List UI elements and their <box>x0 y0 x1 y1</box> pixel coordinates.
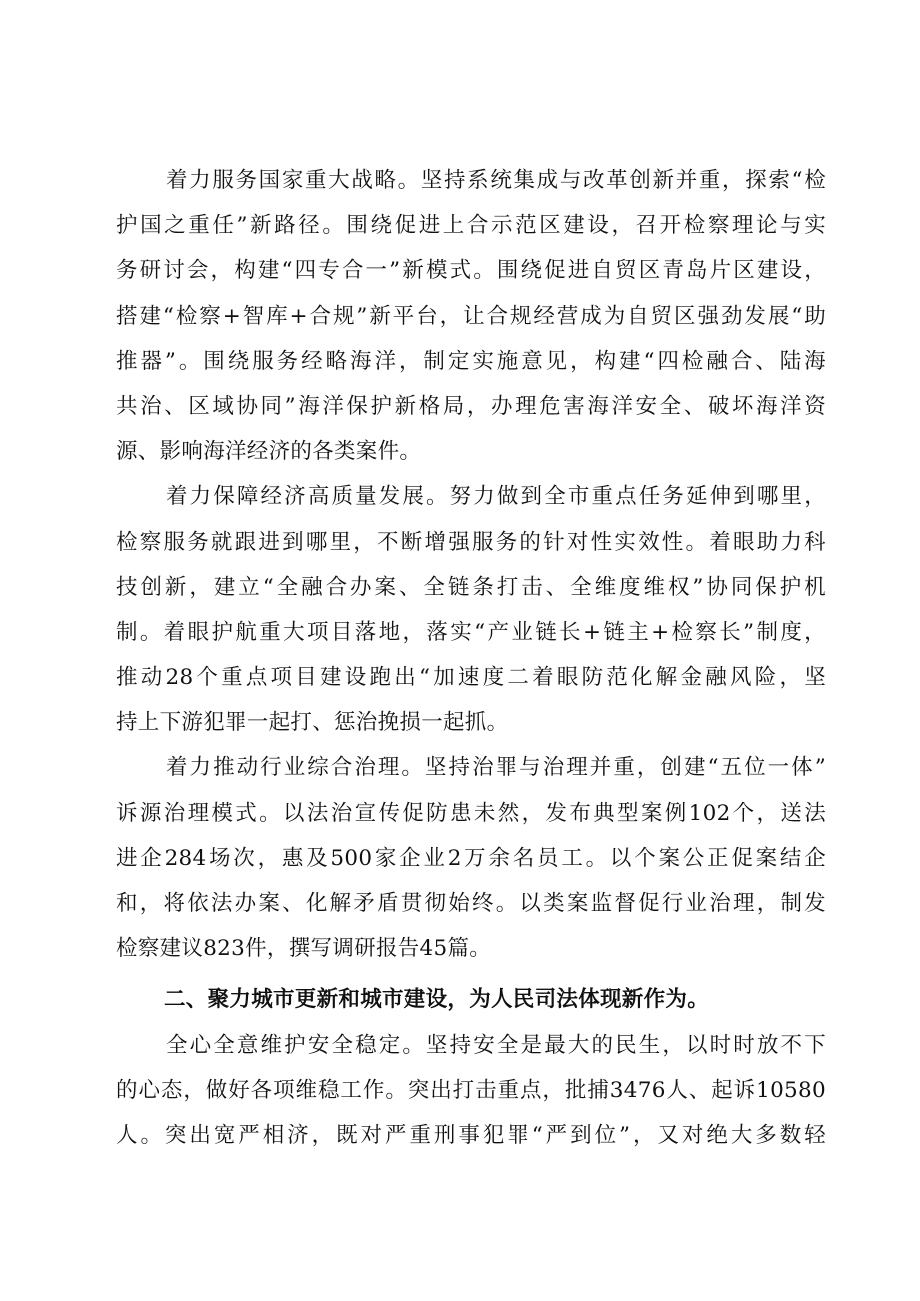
paragraph-2-line-4: 制。着眼护航重大项目落地，落实“产业链长+链主+检察长”制度， <box>116 619 826 645</box>
paragraph-4-line-3: 人。突出宽严相济，既对严重刑事犯罪“严到位”，又对绝大多数轻 <box>116 1122 826 1148</box>
paragraph-1-line-2: 护国之重任”新路径。围绕促进上合示范区建设，召开检察理论与实 <box>116 213 826 239</box>
paragraph-1-line-4: 搭建“检察+智库+合规”新平台，让合规经营成为自贸区强劲发展“助 <box>116 303 826 329</box>
paragraph-1-line-3: 务研讨会，构建“四专合一”新模式。围绕促进自贸区青岛片区建设， <box>116 258 826 284</box>
section-heading: 二、聚力城市更新和城市建设，为人民司法体现新作为。 <box>164 987 710 1013</box>
paragraph-2-line-6: 持上下游犯罪一起打、惩治挽损一起抓。 <box>116 710 509 736</box>
paragraph-2-line-2: 检察服务就跟进到哪里，不断增强服务的针对性实效性。着眼助力科 <box>116 529 826 555</box>
document-page <box>116 158 826 1158</box>
paragraph-2-line-3: 技创新，建立“全融合办案、全链条打击、全维度维权”协同保护机 <box>116 574 826 600</box>
paragraph-3-line-2: 诉源治理模式。以法治宣传促防患未然，发布典型案例102个，送法 <box>116 800 826 826</box>
paragraph-1-line-7: 源、影响海洋经济的各类案件。 <box>116 439 422 465</box>
paragraph-3-line-1: 着力推动行业综合治理。坚持治罪与治理并重，创建“五位一体” <box>166 755 826 781</box>
paragraph-3-line-4: 和，将依法办案、化解矛盾贯彻始终。以类案监督促行业治理，制发 <box>116 891 826 916</box>
paragraph-4-line-2: 的心态，做好各项维稳工作。突出打击重点，批捕3476人、起诉10580 <box>116 1077 826 1103</box>
paragraph-1-line-5: 推器”。围绕服务经略海洋，制定实施意见，构建“四检融合、陆海 <box>116 348 826 374</box>
paragraph-3-line-5: 检察建议823件，撰写调研报告45篇。 <box>116 936 492 962</box>
paragraph-4-line-1: 全心全意维护安全稳定。坚持安全是最大的民生，以时时放不下 <box>166 1032 826 1058</box>
paragraph-3-line-3: 进企284场次，惠及500家企业2万余名员工。以个案公正促案结企 <box>116 845 826 871</box>
paragraph-2-line-5: 推动28个重点项目建设跑出“加速度二着眼防范化解金融风险，坚 <box>116 665 826 691</box>
paragraph-1-line-1: 着力服务国家重大战略。坚持系统集成与改革创新并重，探索“检 <box>166 168 826 193</box>
paragraph-2-line-1: 着力保障经济高质量发展。努力做到全市重点任务延伸到哪里， <box>166 484 826 510</box>
paragraph-1-line-6: 共治、区域协同”海洋保护新格局，办理危害海洋安全、破坏海洋资 <box>116 393 826 419</box>
